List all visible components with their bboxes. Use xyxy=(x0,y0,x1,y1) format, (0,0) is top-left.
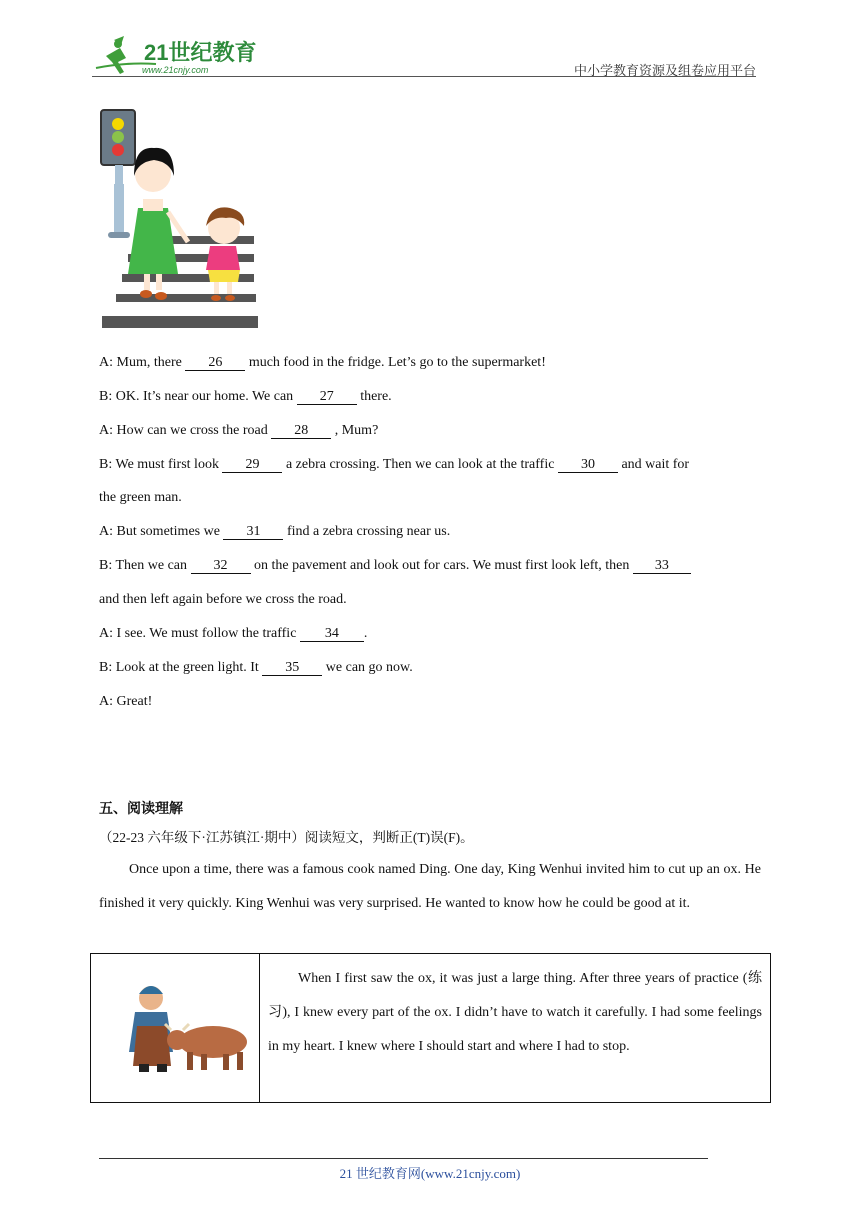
dialogue-line-31 xyxy=(99,523,450,541)
passage-paragraph: Once upon a time, there was a famous cook named Ding. One day, King Wenhui invited him to cut up an ox. He finished it very quickly. King Wenhui was very surprised. He wanted to know how he could be good at it. xyxy=(99,862,761,911)
dialogue-line-cont xyxy=(99,591,347,609)
site-logo xyxy=(92,34,257,76)
line-text: find a zebra crossing near us. xyxy=(286,524,451,539)
dialogue-line-end xyxy=(99,693,152,711)
dialogue-line-27 xyxy=(99,388,392,406)
line-text: . xyxy=(363,626,368,641)
dialogue-line-34 xyxy=(99,625,367,643)
line-text: , Mum? xyxy=(334,423,379,438)
blank-27: 27 xyxy=(297,389,357,405)
zebra-crossing-illustration xyxy=(98,104,260,336)
dialogue-line-26 xyxy=(99,354,546,372)
blank-31: 31 xyxy=(223,524,283,540)
line-text: A: Mum, there xyxy=(99,355,186,370)
blank-33: 33 xyxy=(633,558,691,574)
blank-28: 28 xyxy=(271,423,331,439)
line-text: the green man. xyxy=(99,490,182,505)
footer-divider xyxy=(99,1158,708,1159)
dialogue-line-29-30 xyxy=(99,456,689,474)
logo-url: www.21cnjy.com xyxy=(142,65,209,75)
dialogue-line-cont xyxy=(99,489,182,507)
table-image-cell xyxy=(91,954,260,1102)
line-text: and wait for xyxy=(621,457,690,472)
logo-text: 21世纪教育 xyxy=(144,40,257,65)
blank-35: 35 xyxy=(262,660,322,676)
dialogue-line-32-33 xyxy=(99,557,691,575)
page-footer[interactable]: 21 世纪教育网(www.21cnjy.com) xyxy=(339,1166,521,1181)
site-name: 中小学教育资源及组卷应用平台 xyxy=(573,64,756,79)
line-text: on the pavement and look out for cars. We must first look left, then xyxy=(254,558,633,573)
line-text: much food in the fridge. Let’s go to the supermarket! xyxy=(248,355,546,370)
blank-32: 32 xyxy=(191,558,251,574)
line-text: A: Great! xyxy=(99,694,153,709)
blank-34: 34 xyxy=(300,626,364,642)
cook-and-ox-illustration xyxy=(91,954,259,1102)
line-text: B: OK. It’s near our home. We can xyxy=(99,389,297,404)
line-text: and then left again before we cross the road. xyxy=(99,592,347,607)
page-header xyxy=(92,34,756,78)
question-source: （22-23 六年级下·江苏镇江·期中）阅读短文，判断正(T)误(F)。 xyxy=(99,830,474,845)
header-divider xyxy=(92,76,756,77)
table-text-cell: When I first saw the ox, it was just a large thing. After three years of practice (练习), I knew every part of the ox. I didn’t have to watch it carefully. I had some feelings in my heart. I knew where I should start and where I had to stop. xyxy=(268,971,762,1054)
line-text: we can go now. xyxy=(325,660,413,675)
line-text: A: But sometimes we xyxy=(99,524,224,539)
passage-table xyxy=(90,953,771,1103)
line-text: A: I see. We must follow the traffic xyxy=(99,626,300,641)
blank-26: 26 xyxy=(185,355,245,371)
line-text: B: Then we can xyxy=(99,558,191,573)
blank-29: 29 xyxy=(222,457,282,473)
line-text: B: We must first look xyxy=(99,457,223,472)
dialogue-line-28 xyxy=(99,422,378,440)
line-text: B: Look at the green light. It xyxy=(99,660,263,675)
blank-30: 30 xyxy=(558,457,618,473)
line-text: A: How can we cross the road xyxy=(99,423,272,438)
section-title: 五、阅读理解 xyxy=(99,801,183,817)
line-text: a zebra crossing. Then we can look at the traffic xyxy=(285,457,558,472)
dialogue-line-35 xyxy=(99,659,413,677)
line-text: there. xyxy=(360,389,392,404)
